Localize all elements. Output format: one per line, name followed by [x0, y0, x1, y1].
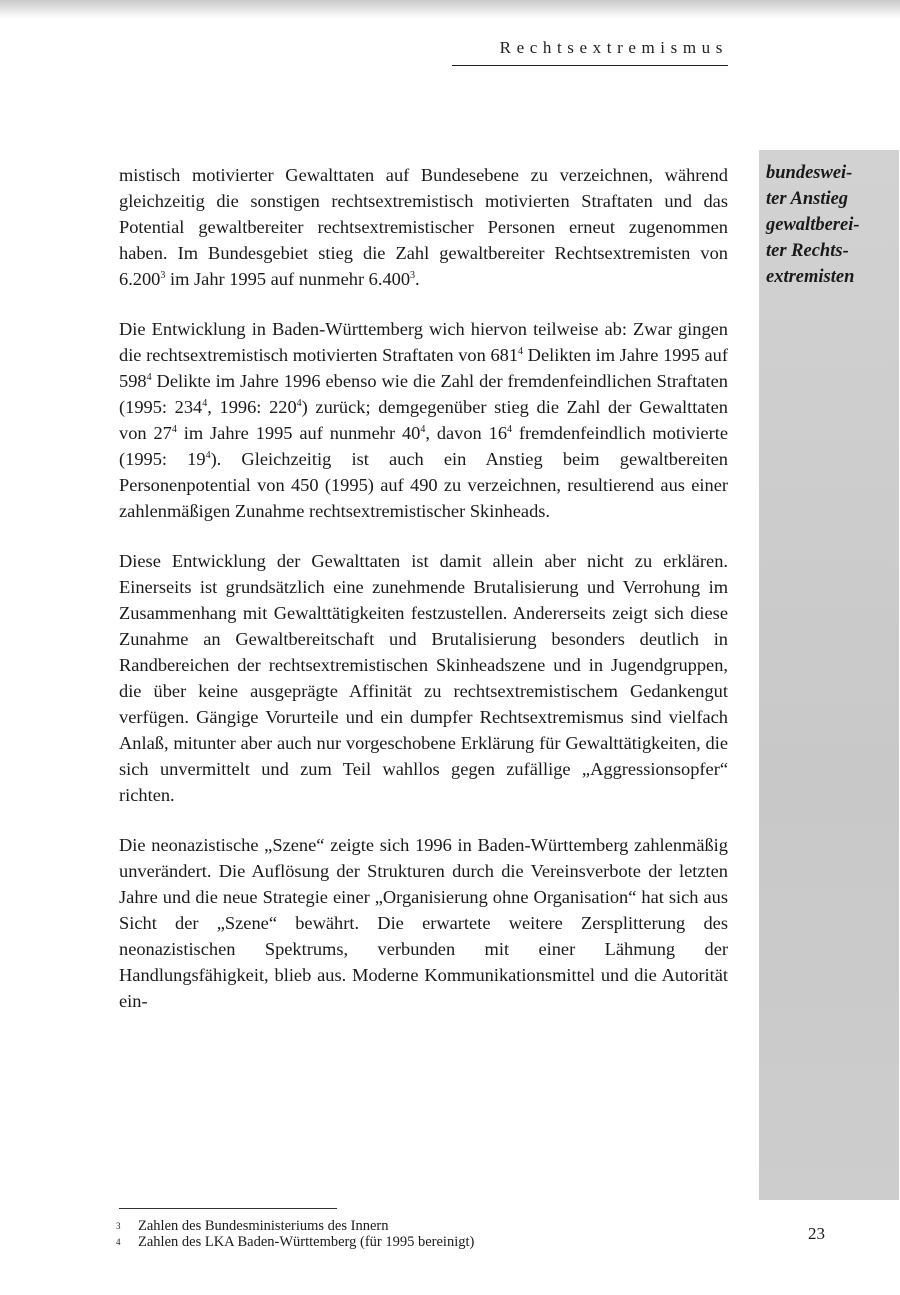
footnote-ref: 4	[518, 345, 524, 357]
footnote-rule	[119, 1208, 337, 1209]
footnote-ref: 4	[171, 423, 177, 435]
footnote-ref: 4	[146, 371, 152, 383]
footnote-text: Zahlen des LKA Baden-Württemberg (für 1995 bereinigt)	[138, 1234, 475, 1250]
margin-sidebar	[759, 150, 899, 1200]
footnote-ref: 4	[420, 423, 426, 435]
footnote-ref: 4	[296, 397, 302, 409]
paragraph-3: Diese Entwicklung der Gewalttaten ist damit allein aber nicht zu erklären. Einerseits ist grundsätzlich eine zunehmende Brutalisierung und Verrohung im Zusammenhang mit Gewalttätigkeiten festzustellen. Andererseits zeigt sich diese Zunahme an Gewaltbereitschaft und Brutalisierung besonders deutlich in Randbereichen der rechtsextremistischen Skinheadszene und in Jugendgruppen, die über keine ausgeprägte Affinität zu rechtsextremistischem Gedankengut verfügen. Gängige Vorurteile und ein dumpfer Rechtsextremismus sind vielfach Anlaß, mitunter aber auch nur vorgeschobene Erklärung für Gewalttätigkeiten, die sich unvermittelt und zum Teil wahllos gegen zufällige „Aggressionsopfer“ richten.	[119, 551, 728, 805]
footnote-ref: 3	[410, 269, 416, 281]
paragraph-4: Die neonazistische „Szene“ zeigte sich 1996 in Baden-Württemberg zahlenmäßig unverändert. Die Auflösung der Strukturen durch die Vereinsverbote der letzten Jahre und die neue Strategie einer „Organisierung ohne Organisation“ hat sich aus Sicht der „Szene“ bewährt. Die erwartete weitere Zersplitterung des neonazistischen Spektrums, verbunden mit einer Lähmung der Handlungsfähigkeit, blieb aus. Moderne Kommunikationsmittel und die Autorität ein-	[119, 835, 728, 1011]
body-text	[119, 162, 728, 1014]
footnote-mark: 3	[116, 1221, 121, 1231]
scan-edge-shadow	[0, 0, 900, 18]
footnote-ref: 4	[507, 423, 513, 435]
margin-note: bundeswei- ter Anstieg gewaltberei- ter Rechts- extremisten	[766, 163, 860, 287]
footnotes	[116, 1218, 676, 1250]
footnote-text: Zahlen des Bundesministeriums des Innern	[138, 1218, 389, 1234]
header-rule	[452, 65, 728, 66]
footnote-4	[116, 1234, 676, 1250]
running-header: Rechtsextremismus	[499, 38, 728, 57]
footnote-ref: 4	[205, 449, 211, 461]
footnote-mark: 4	[116, 1237, 121, 1247]
footnote-ref: 3	[160, 269, 166, 281]
page-number: 23	[808, 1224, 825, 1243]
paragraph-2: Die Entwicklung in Baden-Württemberg wich hiervon teilweise ab: Zwar gingen die rechtsextremistisch motivierten Straftaten von $681^4$ Delikten im Jahre 1995 auf $598^4$ Delikte im Jahre 1996 ebenso wie die Zahl der fremdenfeindlichen Straftaten (1995: $234^4$, 1996: $220^4$) zurück; demgegenüber stieg die Zahl der Gewalttaten von $27^4$ im Jahre 1995 auf nunmehr $40^4$, davon $16^4$ fremdenfeindlich motivierte (1995: $19^4$). Gleichzeitig ist auch ein Anstieg beim gewaltbereiten Personenpotential von 450 (1995) auf 490 zu verzeichnen, resultierend aus einer zahlenmäßigen Zunahme rechtsextremistischer Skinheads.	[119, 319, 728, 521]
footnote-ref: 4	[202, 397, 208, 409]
paragraph-1: mistisch motivierter Gewalttaten auf Bundesebene zu verzeichnen, während gleichzeitig die sonstigen rechtsextremistisch motivierten Straftaten und das Potential gewaltbereiter rechtsextremistischer Personen erneut zugenommen haben. Im Bundesgebiet stieg die Zahl gewaltbereiter Rechtsextremisten von 6.200$^3$ im Jahr 1995 auf nunmehr 6.400$^3$.	[119, 165, 728, 289]
footnote-3	[116, 1218, 676, 1234]
